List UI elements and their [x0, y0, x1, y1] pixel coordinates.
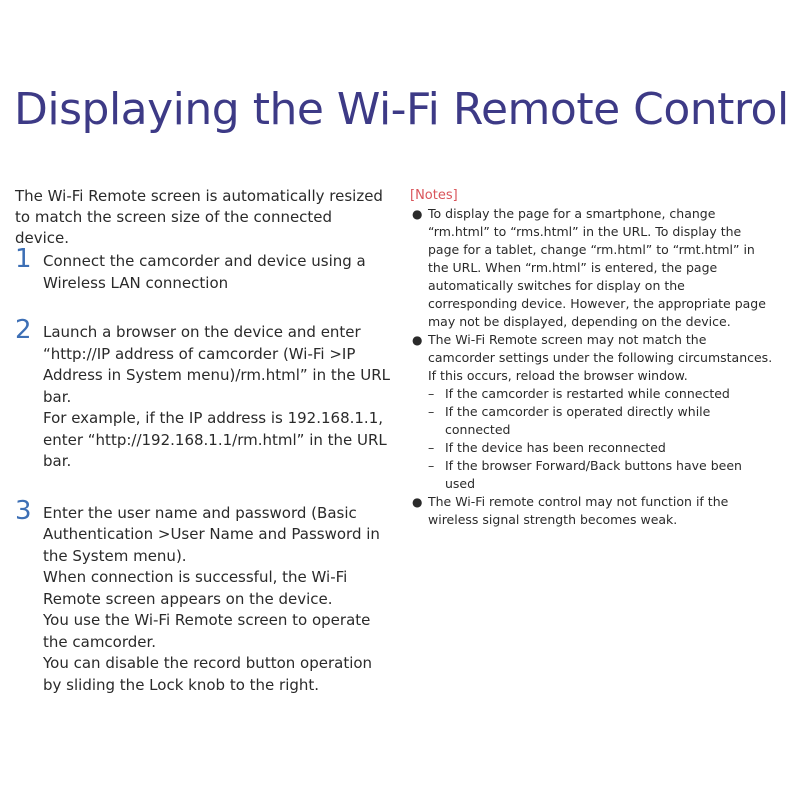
step-text: You can disable the record button operation by sliding the Lock knob to the right.: [43, 654, 373, 694]
step-text: Enter the user name and password (Basic Authentication >User Name and Password in the System menu).: [43, 503, 380, 565]
note-item: [410, 205, 775, 331]
step-1: [15, 244, 390, 294]
note-item: [410, 331, 775, 493]
notes-list: [410, 205, 775, 529]
step-text: You use the Wi-Fi Remote screen to operate the camcorder.: [43, 611, 371, 651]
bullet-icon: ●: [412, 333, 423, 347]
sub-item-text: If the camcorder is operated directly while connected: [445, 404, 711, 437]
step-number: 2: [15, 315, 32, 345]
step-2: [15, 315, 390, 473]
step-number: 3: [15, 495, 32, 526]
note-text: The Wi-Fi Remote screen may not match the camcorder settings under the following circumstances. If this occurs, reload the browser window.: [428, 332, 773, 383]
sub-item: [428, 385, 775, 403]
step-text: Launch a browser on the device and enter “http://IP address of camcorder (Wi-Fi >IP Address in System menu)/rm.html” in the URL bar.: [43, 323, 390, 406]
instructions-column: [15, 186, 390, 696]
notes-heading: [Notes]: [410, 188, 458, 203]
dash-icon: –: [428, 440, 435, 455]
step-3: [15, 495, 390, 697]
note-text: The Wi-Fi remote control may not function if the wireless signal strength becomes weak.: [428, 494, 729, 527]
step-text: Connect the camcorder and device using a Wireless LAN connection: [43, 252, 366, 292]
intro-text: The Wi-Fi Remote screen is automatically resized to match the screen size of the connected device.: [15, 187, 383, 247]
bullet-icon: ●: [412, 207, 423, 221]
circumstances-list: [428, 385, 775, 493]
sub-item-text: If the camcorder is restarted while connected: [445, 386, 730, 401]
bullet-icon: ●: [412, 495, 423, 509]
notes-column: [410, 187, 775, 529]
step-number: 1: [15, 244, 32, 274]
sub-item: [428, 457, 775, 493]
step-text: When connection is successful, the Wi-Fi Remote screen appears on the device.: [43, 568, 348, 608]
page-title: Displaying the Wi-Fi Remote Control: [14, 84, 789, 135]
dash-icon: –: [428, 386, 435, 401]
dash-icon: –: [428, 404, 435, 419]
dash-icon: –: [428, 458, 435, 473]
sub-item-text: If the browser Forward/Back buttons have been used: [445, 458, 742, 491]
note-text: To display the page for a smartphone, change “rm.html” to “rms.html” in the URL. To display the page for a tablet, change “rm.html” to “rmt.html” in the URL. When “rm.html” is entered, the page automatically switches for display on the corresponding device. However, the appropriate page may not be displayed, depending on the device.: [428, 206, 766, 329]
step-text: For example, if the IP address is 192.168.1.1, enter “http://192.168.1.1/rm.html” in the URL bar.: [43, 409, 387, 470]
sub-item: [428, 439, 775, 457]
sub-item-text: If the device has been reconnected: [445, 440, 666, 455]
note-item: [410, 493, 775, 529]
sub-item: [428, 403, 775, 439]
